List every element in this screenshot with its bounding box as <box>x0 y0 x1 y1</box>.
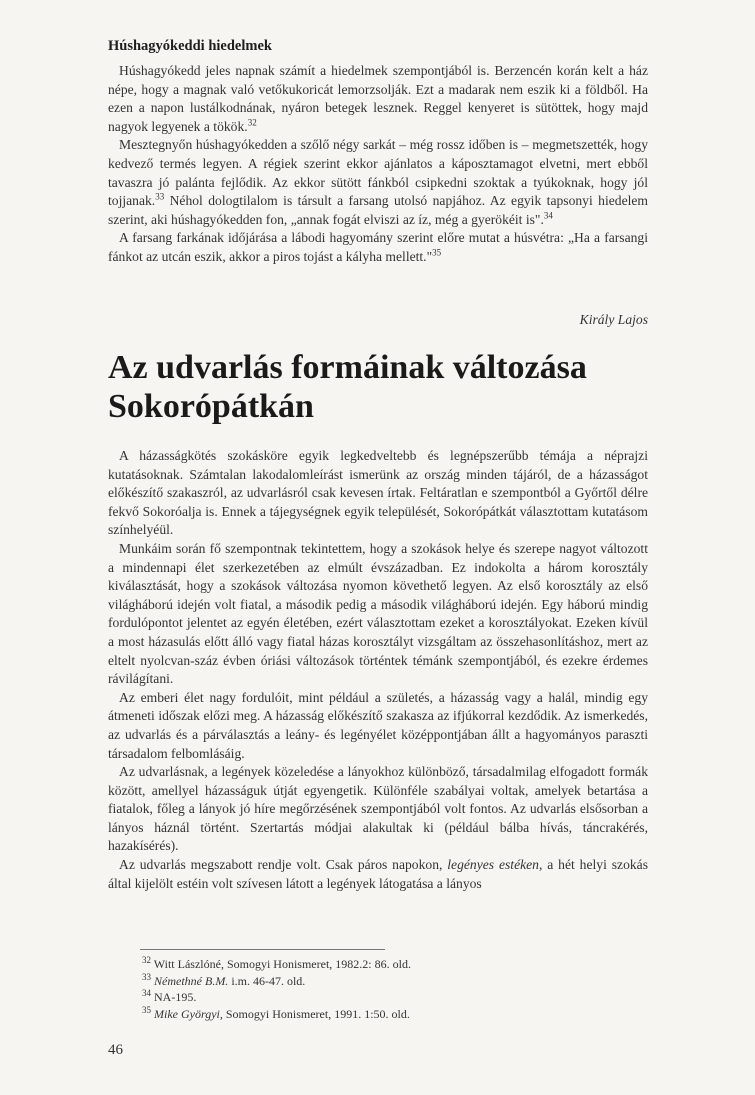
section-paragraph <box>108 62 648 136</box>
italic-text: Némethné B.M. <box>154 973 229 988</box>
text-run: i.m. 46-47. old. <box>228 973 306 988</box>
article-paragraph <box>108 763 648 856</box>
text-run: Húshagyókedd jeles napnak számít a hiedelmek szempontjából is. Berzencén korán kelt a ház népe, hogy a magnak való vetőkukoricát lemorzsolják. Ezt a madarak nem eszik ki a földből. Ha ezen a napon lustálkodnának, nyáron betegek lesznek. Reggel kenyeret is sütöttek, hogy majd nagyok legyenek a tökök. <box>108 63 648 134</box>
article-title-line-2: Sokorópátkán <box>108 388 314 425</box>
author-name: Király Lajos <box>579 312 648 327</box>
footnote-number: 35 <box>142 1004 151 1015</box>
footnote-item <box>142 973 622 990</box>
article-paragraph <box>108 856 648 893</box>
text-run: A házasságkötés szokásköre egyik legkedveltebb és legnépszerűbb témája a néprajzi kutatásoknak. Számtalan lakodalomleírást ismerünk az ország minden tájáról, de a házasságot előkészítő szakaszról, az udvarlásról csak kevesen írtak. Feltáratlan e szempontból a Győrtől délre fekvő Sokoróalja is. Ennek a tájegységnek egyik települését, Sokorópátkát választottam kutatásom színhelyéül. <box>108 448 648 538</box>
footnote-item <box>142 989 622 1006</box>
text-run: Az emberi élet nagy fordulóit, mint például a születés, a házasság vagy a halál, mindig egy átmeneti időszak előzi meg. A házasság előkészítő szakasza az ifjúkorral kezdődik. Az ismerkedés, az udvarlás és a párválasztás a leány- és legényélet középpontjában állt a hagyományos paraszti társadalom felbomlásáig. <box>108 689 648 761</box>
footnotes <box>142 956 622 1022</box>
footnote-ref: 32 <box>247 117 257 128</box>
section-paragraph <box>108 136 648 229</box>
footnote-ref: 33 <box>155 191 165 202</box>
footnote-item <box>142 956 622 973</box>
footnote-number: 33 <box>142 971 151 982</box>
text-run: Az udvarlás megszabott rendje volt. Csak páros napokon, <box>119 857 448 873</box>
italic-text: Mike Györgyi, <box>154 1006 223 1021</box>
footnote-item <box>142 1006 622 1023</box>
italic-text: legényes estéken, <box>447 857 543 873</box>
article-text <box>108 447 648 893</box>
article-paragraph <box>108 540 648 689</box>
article-paragraph <box>108 447 648 540</box>
text-run: Mesztegnyőn húshagyókedden a szőlő négy sarkát – még rossz időben is – megmetszették, hogy kedvező termés legyen. A régiek szerint ekkor ajánlatos a káposztamagot elvetni, mert ebből tavaszra jó palánta fejlődik. Az ekkor sütött fánkból csipkedni szoktak a tyúkoknak, hogy jól tojjanak. <box>108 137 648 209</box>
section-text <box>108 62 648 267</box>
article-paragraph <box>108 689 648 763</box>
footnote-number: 34 <box>142 988 151 999</box>
text-run: Néhol dologtilalom is társult a farsang utolsó napjához. Az egyik tapsonyi hiedelem szerint, aki húshagyókedden fon, „annak fogát elviszi az íz, még a gyerökéit is". <box>108 193 648 227</box>
text-run: NA-195. <box>151 990 197 1005</box>
footnote-ref: 35 <box>432 247 442 258</box>
text-run: Munkáim során fő szempontnak tekintettem, hogy a szokások helye és szerepe nagyot változott a mindennapi élet szerkezetében az elmúlt évszázadban. Ez indokolta a három korosztály kiválasztását, hogy a szokások változása nyomon követhető legyen. Az első korosztály az első világháború idején volt fiatal, a második pedig a második világháború idején. Egy háború mindig fordulópontot jelentet az egyén életében, ezért választottam ezeket a korosztályokat. Ezeken kívül a most házasulás előtt álló vagy fiatal házas korosztályt vizsgáltam az összehasonlításhoz, mert az eltelt nyolcvan-száz évben óriási változások történtek témánk szempontjából, és ezekre érdemes rávilágítani. <box>108 540 648 687</box>
footnote-divider <box>140 949 385 950</box>
footnote-number: 32 <box>142 955 151 965</box>
text-run: a hét helyi szokás által kijelölt estéin volt szívesen látott a legények látogatása a lányos <box>108 857 648 891</box>
section-paragraph <box>108 229 648 266</box>
article-title-line-1: Az udvarlás formáinak változása <box>108 349 587 386</box>
text-run: A farsang farkának időjárása a lábodi hagyomány szerint előre mutat a húsvétra: „Ha a farsangi fánkot az utcán eszik, akkor a piros tojást a kályha mellett." <box>108 230 648 264</box>
text-run: Az udvarlásnak, a legények közeledése a lányokhoz különböző, társadalmilag elfogadott formák között, amellyel házasságuk útját egyengetik. Különféle szabályai voltak, amelyek betartása a fiatalok, főleg a lányok jó híre megőrzésének szempontjából volt fontos. Az udvarlás elsősorban a lányos háznál történt. Szertartás módjai alakultak ki (például bálba hívás, táncrakérés, hazakísérés). <box>108 764 648 854</box>
article-title <box>108 348 668 426</box>
text-run: Somogyi Honismeret, 1991. 1:50. old. <box>222 1006 410 1021</box>
footnote-ref: 34 <box>543 210 553 221</box>
text-run: Witt Lászlóné, Somogyi Honismeret, 1982.2: 86. old. <box>151 957 411 971</box>
page-number: 46 <box>108 1042 123 1058</box>
section-heading: Húshagyókeddi hiedelmek <box>108 38 272 54</box>
